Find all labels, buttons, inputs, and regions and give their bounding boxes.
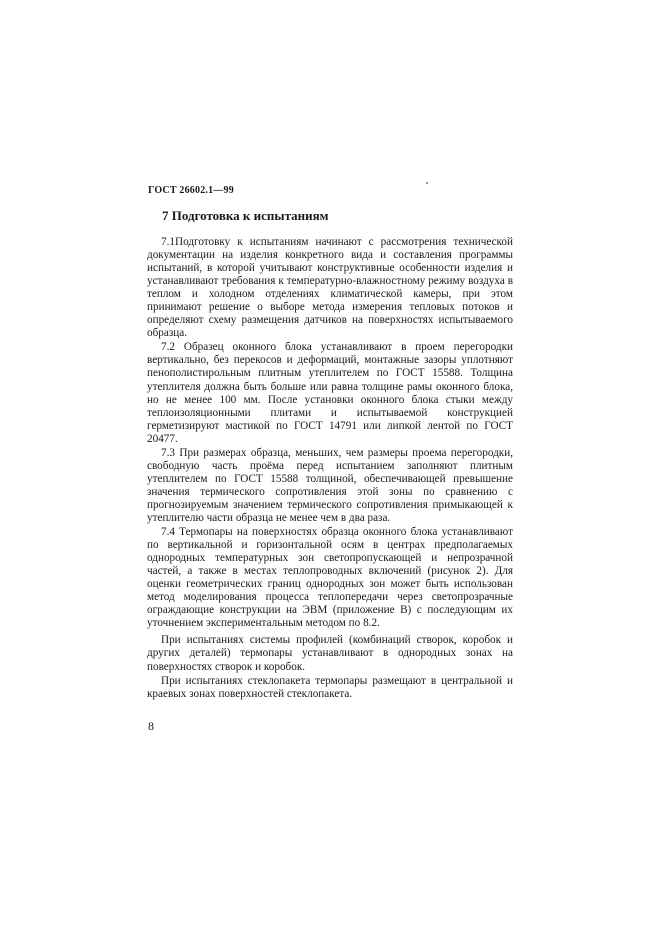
page-number: 8 [148,719,154,733]
paragraph-7-2: 7.2 Образец оконного блока устанавливают в проем перегородки вертикально, без перекосов и деформаций, монтажные зазоры уплотняют пенополистирольным плитным утеплителем по ГОСТ 15588. Толщина утеплителя должна быть больше или равна толщине рамы оконного блока, но не менее 100 мм. После установки оконного блока стыки между теплоизоляционными плитами и испытываемой конструкцией герметизируют мастикой по ГОСТ 14791 или липкой лентой по ГОСТ 20477. [147,341,513,445]
scan-speck [426,182,428,184]
paragraph-profiles: При испытаниях системы профилей (комбинаций створок, коробок и других деталей) термопары устанавливают в однородных зонах на поверхностях створок и коробок. [147,634,513,673]
paragraph-7-3: 7.3 При размерах образца, меньших, чем размеры проема перегородки, свободную часть проёма перед испытанием заполняют плитным утеплителем по ГОСТ 15588 толщиной, обеспечивающей превышение значения термического сопротивления этой зоны по сравнению с прогнозируемым значением термического сопротивления примыкающей к утеплителю части образца не менее чем в два раза. [147,446,513,524]
document-code: ГОСТ 26602.1—99 [148,185,234,196]
section-title: 7 Подготовка к испытаниям [162,208,329,223]
body-text [147,236,513,702]
paragraph-7-4: 7.4 Термопары на поверхностях образца оконного блока устанавливают по вертикальной и горизонтальной осям в центрах предполагаемых однородных температурных зон светопропускающей и непрозрачной частей, а также в местах теплопроводных включений (рисунок 2). Для оценки геометрических границ однородных зон может быть использован метод моделирования процесса теплопередачи через светопрозрачные ограждающие конструкции на ЭВМ (приложение В) с последующим их уточнением экспериментальным методом по 8.2. [147,526,513,630]
paragraph-7-1: 7.1Подготовку к испытаниям начинают с рассмотрения технической документации на изделия конкретного вида и составления программы испытаний, в которой учитывают конструктивные особенности изделия и устанавливают требования к температурно-влажностному режиму воздуха в теплом и холодном отделениях климатической камеры, при этом принимают решение о выборе метода измерения тепловых потоков и определяют схему размещения датчиков на поверхностях испытываемого образца. [147,236,513,340]
paragraph-glass-unit: При испытаниях стеклопакета термопары размещают в центральной и краевых зонах поверхностей стеклопакета. [147,674,513,700]
